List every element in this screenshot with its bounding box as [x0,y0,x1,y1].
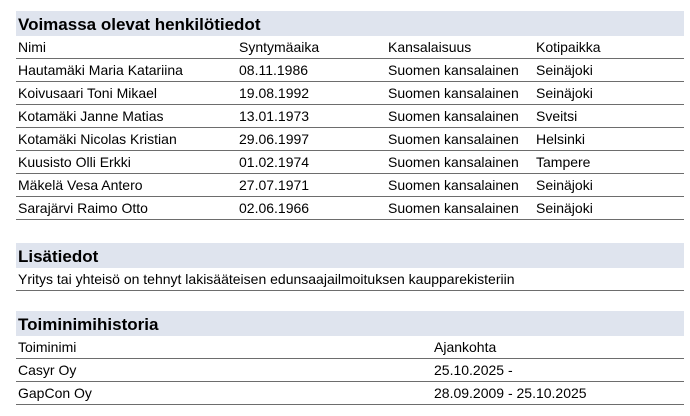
name-history-header-row [16,336,684,359]
trade-name: GapCon Oy [18,385,92,401]
person-domicile: Seinäjoki [536,62,593,78]
table-row [16,359,684,382]
person-citizenship: Suomen kansalainen [388,131,519,147]
name-history-section [16,311,684,405]
trade-name-period: 25.10.2025 - [434,362,513,378]
col-header-period: Ajankohta [434,339,497,355]
table-row [16,59,684,82]
table-row [16,82,684,105]
additional-info-section [16,243,684,291]
person-name: Hautamäki Maria Katariina [18,62,183,78]
person-citizenship: Suomen kansalainen [388,154,519,170]
table-row [16,105,684,128]
col-header-domicile: Kotipaikka [536,39,601,55]
trade-name: Casyr Oy [18,362,77,378]
col-header-name: Nimi [18,39,46,55]
col-header-citizenship: Kansalaisuus [388,39,472,55]
person-name: Kotamäki Janne Matias [18,108,164,124]
person-domicile: Seinäjoki [536,200,593,216]
person-domicile: Helsinki [536,131,586,147]
name-history-title: Toiminimihistoria [16,311,684,336]
person-name: Koivusaari Toni Mikael [18,85,158,101]
persons-section [16,11,684,220]
persons-header-row [16,36,684,59]
table-row [16,197,684,220]
person-citizenship: Suomen kansalainen [388,200,519,216]
person-birthdate: 29.06.1997 [239,131,310,147]
table-row [16,128,684,151]
person-domicile: Tampere [536,154,591,170]
person-name: Sarajärvi Raimo Otto [18,200,148,216]
col-header-trade-name: Toiminimi [18,339,77,355]
persons-title: Voimassa olevat henkilötiedot [16,11,684,36]
person-citizenship: Suomen kansalainen [388,62,519,78]
person-name: Kotamäki Nicolas Kristian [18,131,177,147]
table-row [16,174,684,197]
person-name: Mäkelä Vesa Antero [18,177,143,193]
person-domicile: Sveitsi [536,108,578,124]
person-citizenship: Suomen kansalainen [388,85,519,101]
person-citizenship: Suomen kansalainen [388,108,519,124]
trade-name-period: 28.09.2009 - 25.10.2025 [434,385,587,401]
person-citizenship: Suomen kansalainen [388,177,519,193]
additional-info-text: Yritys tai yhteisö on tehnyt lakisääteisen edunsaajailmoituksen kaupparekisteriin [16,268,684,291]
col-header-birthdate: Syntymäaika [239,39,320,55]
additional-info-title: Lisätiedot [16,243,684,268]
person-birthdate: 27.07.1971 [239,177,310,193]
table-row [16,151,684,174]
person-domicile: Seinäjoki [536,85,593,101]
person-domicile: Seinäjoki [536,177,593,193]
person-birthdate: 13.01.1973 [239,108,310,124]
person-name: Kuusisto Olli Erkki [18,154,131,170]
table-row [16,382,684,405]
person-birthdate: 19.08.1992 [239,85,310,101]
person-birthdate: 01.02.1974 [239,154,310,170]
person-birthdate: 02.06.1966 [239,200,310,216]
person-birthdate: 08.11.1986 [239,62,309,78]
